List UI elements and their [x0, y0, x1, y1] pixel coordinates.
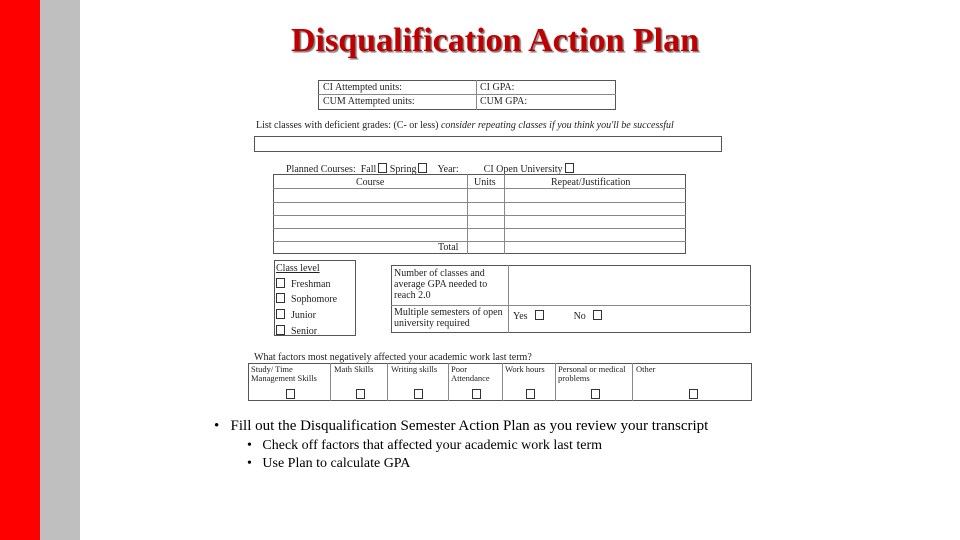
- deficient-grades-field: [254, 136, 722, 152]
- spring-checkbox: [418, 163, 427, 173]
- factor-work-hours: Work hours: [505, 364, 545, 374]
- other-checkbox: [689, 389, 698, 399]
- multiple-semesters-label: Multiple semesters of open university required: [394, 307, 503, 329]
- deficient-grades-label: List classes with deficient grades: (C- or less) consider repeating classes if you think you'll be successful: [256, 120, 674, 131]
- gray-side-bar: [40, 0, 80, 540]
- cum-attempted-units: CUM Attempted units:: [323, 96, 415, 107]
- factor-math: Math Skills: [334, 364, 374, 374]
- factor-study-time: Study/ Time Management Skills: [251, 364, 317, 384]
- bullet-main: • Fill out the Disqualification Semester Action Plan as you review your transcript: [214, 418, 709, 434]
- class-level-junior: Junior: [276, 309, 316, 321]
- writing-checkbox: [414, 389, 423, 399]
- factor-other: Other: [636, 364, 656, 374]
- class-level-senior: Senior: [276, 325, 317, 337]
- fall-checkbox: [378, 163, 387, 173]
- factor-attendance: Poor Attendance: [451, 364, 490, 384]
- repeat-justification-header: Repeat/Justification: [551, 177, 631, 188]
- yes-no-row: Yes No: [513, 310, 602, 322]
- class-level-title: Class level: [276, 263, 320, 274]
- attendance-checkbox: [472, 389, 481, 399]
- course-header: Course: [356, 177, 385, 188]
- class-level-sophomore: Sophomore: [276, 293, 337, 305]
- ci-attempted-units: CI Attempted units:: [323, 82, 402, 93]
- planned-courses-row: Planned Courses: Fall Spring Year: CI Open University: [286, 163, 574, 175]
- work-hours-checkbox: [526, 389, 535, 399]
- action-plan-form-image: [246, 78, 756, 404]
- bullet-sub-2: • Use Plan to calculate GPA: [247, 456, 411, 471]
- open-university-checkbox: [565, 163, 574, 173]
- math-checkbox: [356, 389, 365, 399]
- units-header: Units: [474, 177, 496, 188]
- cum-gpa: CUM GPA:: [480, 96, 528, 107]
- factor-personal-medical: Personal or medical problems: [558, 364, 626, 384]
- ci-gpa: CI GPA:: [480, 82, 515, 93]
- total-label: Total: [438, 242, 459, 253]
- yes-checkbox: [535, 310, 544, 320]
- red-side-bar: [0, 0, 40, 540]
- personal-checkbox: [591, 389, 600, 399]
- factors-question: What factors most negatively affected your academic work last term?: [254, 352, 532, 363]
- factor-writing: Writing skills: [391, 364, 438, 374]
- slide-title: Disqualification Action Plan: [290, 22, 700, 59]
- number-of-classes-label: Number of classes and average GPA needed to reach 2.0: [394, 268, 488, 301]
- study-time-checkbox: [286, 389, 295, 399]
- bullet-sub-1: • Check off factors that affected your academic work last term: [247, 438, 603, 453]
- class-level-freshman: Freshman: [276, 278, 330, 290]
- no-checkbox: [593, 310, 602, 320]
